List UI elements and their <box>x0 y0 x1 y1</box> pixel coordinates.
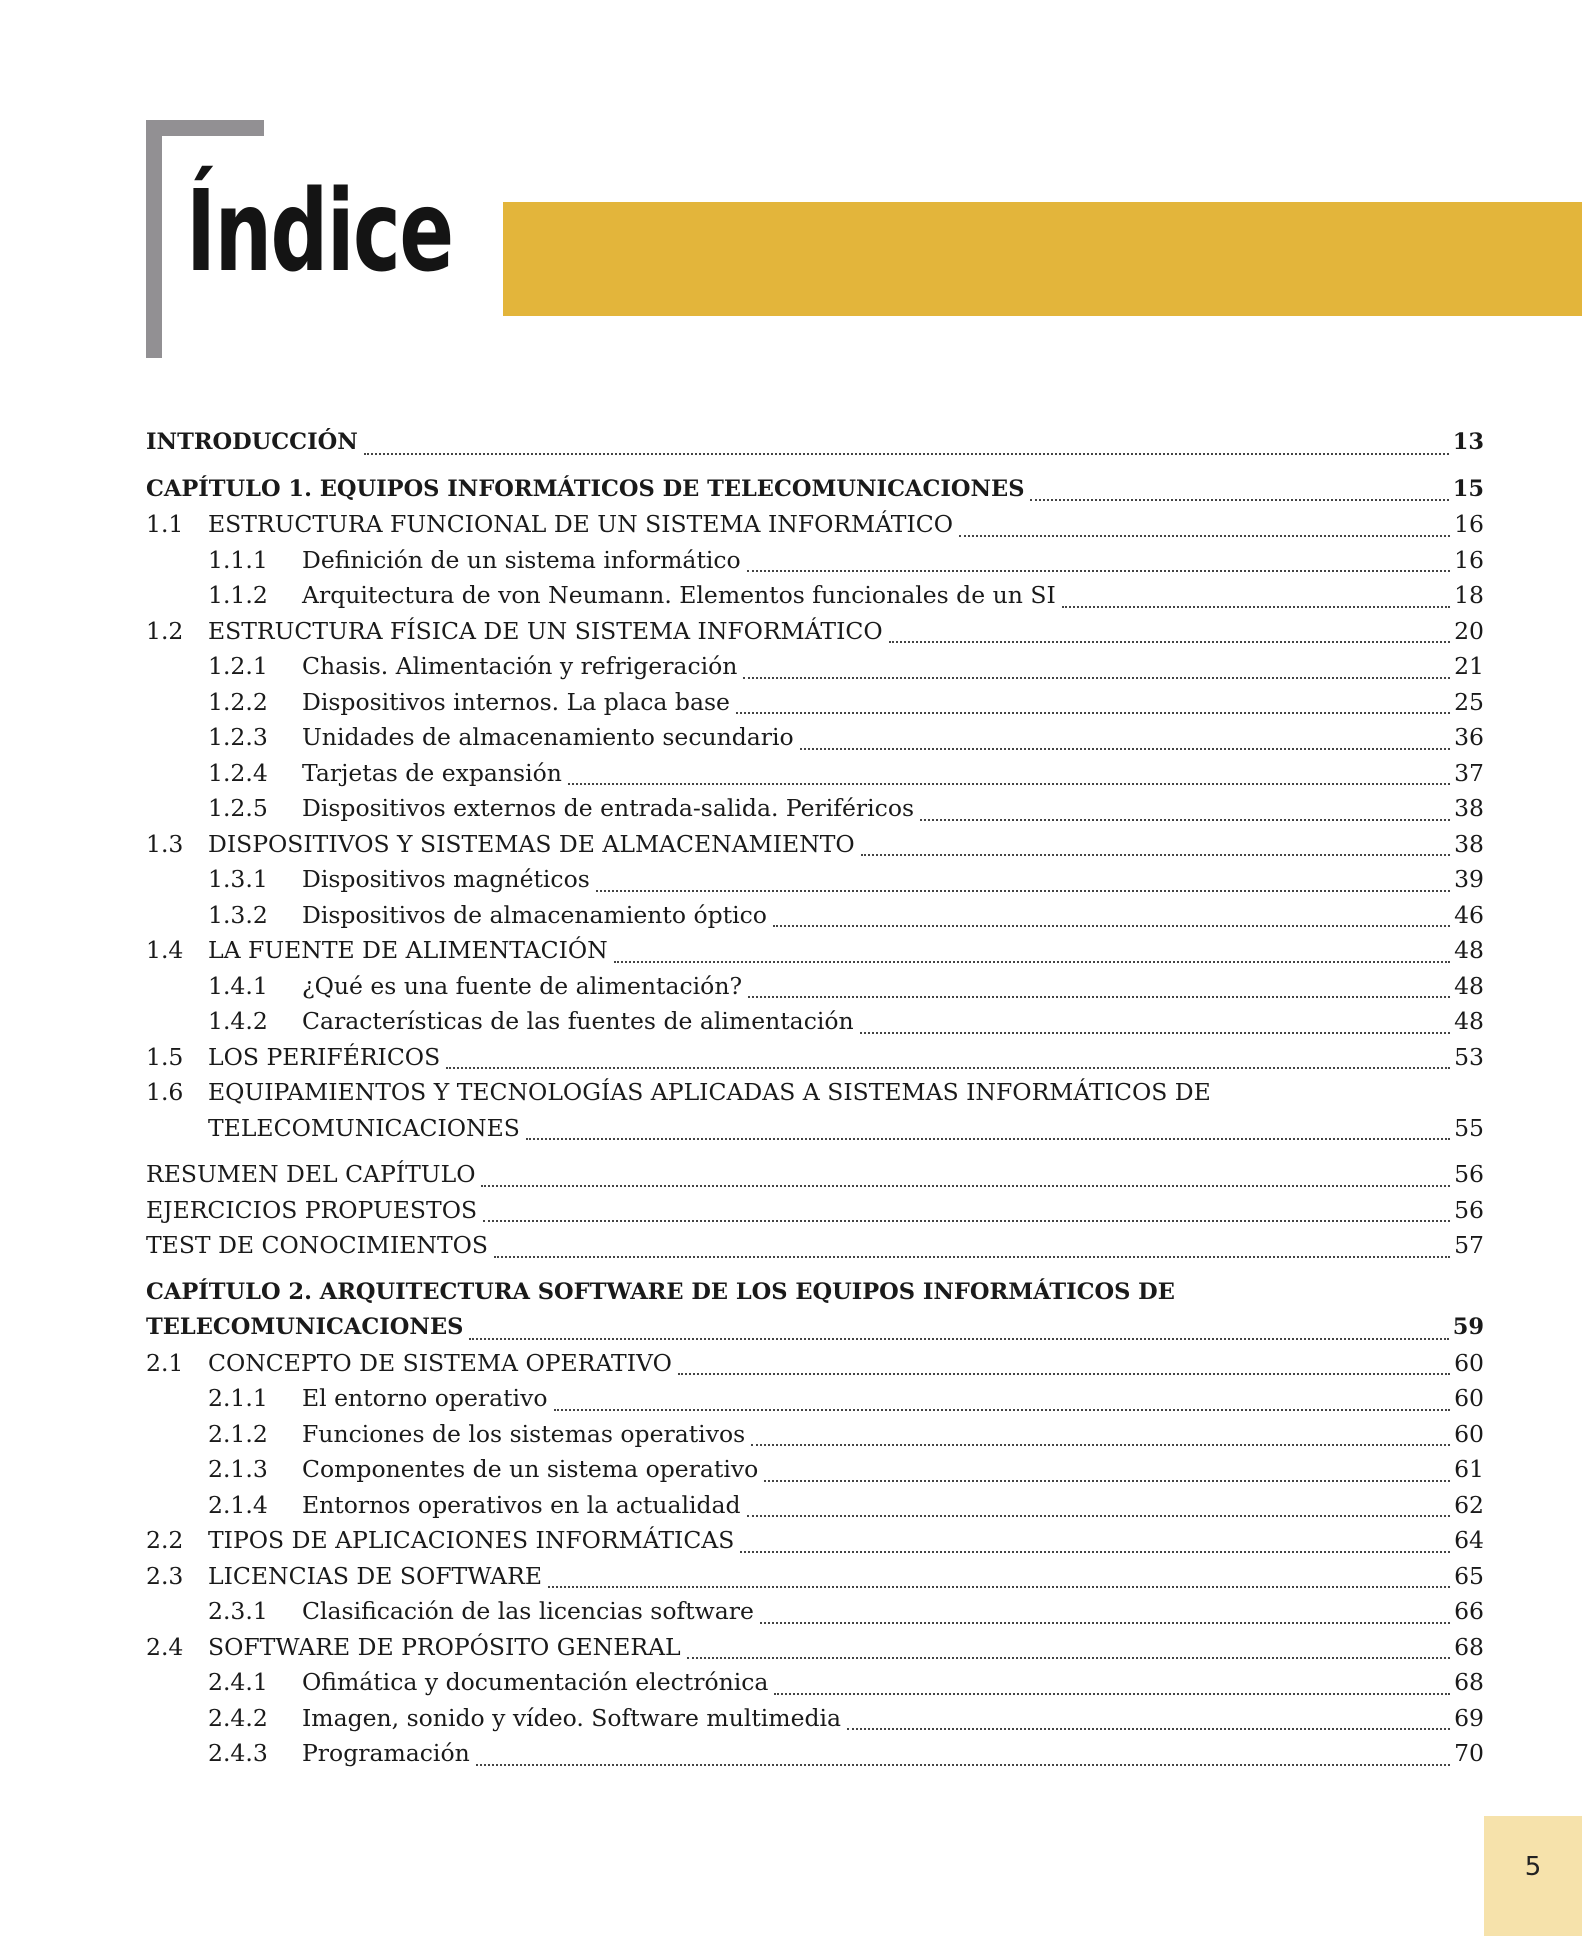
toc-entry-number: 2.4.1 <box>208 1668 268 1696</box>
toc-entry-number: 1.6 <box>146 1078 184 1106</box>
toc-entry-page: 56 <box>1454 1195 1484 1224</box>
toc-dot-leader <box>483 1220 1450 1222</box>
toc-dot-leader <box>526 1138 1450 1140</box>
toc-dot-leader <box>476 1764 1450 1766</box>
toc-entry <box>146 614 1484 650</box>
toc-entry <box>146 1417 1484 1453</box>
toc-entry-title: EQUIPAMIENTOS Y TECNOLOGÍAS APLICADAS A SISTEMAS INFORMÁTICOS DE <box>208 1078 1211 1106</box>
toc-dot-leader <box>548 1586 1450 1588</box>
toc-entry-title: LA FUENTE DE ALIMENTACIÓN <box>208 936 608 964</box>
toc-dot-leader <box>568 783 1450 785</box>
toc-entry-page: 60 <box>1454 1384 1484 1412</box>
toc-entry-number: 2.4.2 <box>208 1703 268 1732</box>
toc-dot-leader <box>1062 606 1450 608</box>
toc-dot-leader <box>469 1338 1448 1340</box>
toc-dot-leader <box>748 996 1450 998</box>
toc-entry-page: 68 <box>1454 1632 1484 1661</box>
toc-entry-page: 39 <box>1454 865 1484 893</box>
toc-dot-leader <box>760 1622 1450 1624</box>
toc-dot-leader <box>751 1444 1450 1446</box>
toc-entry <box>146 1736 1484 1772</box>
header-bracket-top <box>146 120 264 136</box>
toc-entry <box>146 1630 1484 1666</box>
page-number: 5 <box>1524 1852 1542 1882</box>
toc-entry-number: 2.3 <box>146 1561 184 1590</box>
toc-dot-leader <box>740 1551 1450 1553</box>
toc-entry-number: 1.3.2 <box>208 900 268 929</box>
toc-entry-page: 48 <box>1454 1007 1484 1035</box>
toc-entry <box>146 1157 1484 1193</box>
toc-entry-title: Clasificación de las licencias software <box>302 1597 754 1625</box>
toc-entry-page: 46 <box>1454 900 1484 929</box>
header-bracket-left <box>146 120 162 358</box>
toc-entry-page: 38 <box>1454 829 1484 858</box>
toc-entry-title: INTRODUCCIÓN <box>146 429 358 455</box>
toc-entry <box>146 649 1484 685</box>
toc-entry-title: Dispositivos magnéticos <box>302 865 590 893</box>
toc-entry-page: 70 <box>1454 1739 1484 1767</box>
toc-entry <box>146 1701 1484 1737</box>
toc-entry-number: 1.2.4 <box>208 758 268 787</box>
toc-entry <box>146 1346 1484 1382</box>
toc-entry-title: Ofimática y documentación electrónica <box>302 1668 769 1696</box>
toc-entry <box>146 756 1484 792</box>
toc-entry-page: 36 <box>1454 723 1484 751</box>
toc-entry <box>146 1310 1484 1346</box>
toc-entry-title: LICENCIAS DE SOFTWARE <box>208 1561 543 1590</box>
toc-entry-title: Tarjetas de expansión <box>302 758 562 787</box>
toc-dot-leader <box>860 1032 1450 1034</box>
toc-entry-page: 13 <box>1452 429 1484 455</box>
toc-dot-leader <box>494 1256 1450 1258</box>
toc-entry-title: Funciones de los sistemas operativos <box>302 1419 746 1448</box>
toc-dot-leader <box>800 748 1450 750</box>
toc-entry-number: 1.2.2 <box>208 687 268 716</box>
toc-dot-leader <box>554 1409 1451 1411</box>
toc-entry-title: Definición de un sistema informático <box>302 545 741 574</box>
toc-entry-page: 69 <box>1454 1703 1484 1732</box>
toc-entry-title: Programación <box>302 1739 470 1767</box>
toc-entry-number: 2.1.4 <box>208 1490 268 1519</box>
toc-entry-title: ESTRUCTURA FUNCIONAL DE UN SISTEMA INFORMÁTICO <box>208 510 954 538</box>
toc-dot-leader <box>596 890 1450 892</box>
toc-entry <box>146 543 1484 579</box>
toc-entry <box>146 685 1484 721</box>
toc-entry-title: CAPÍTULO 1. EQUIPOS INFORMÁTICOS DE TELECOMUNICACIONES <box>146 475 1025 502</box>
toc-entry-number: 1.4 <box>146 936 184 964</box>
toc-entry-page: 60 <box>1454 1419 1484 1448</box>
toc-entry-title: El entorno operativo <box>302 1384 548 1412</box>
toc-entry-title: Dispositivos internos. La placa base <box>302 687 730 716</box>
toc-entry-page: 25 <box>1454 687 1484 716</box>
toc-entry-page: 16 <box>1454 510 1484 538</box>
toc-dot-leader <box>736 712 1450 714</box>
toc-entry-title: TELECOMUNICACIONES <box>208 1113 520 1142</box>
toc-dot-leader <box>687 1657 1450 1659</box>
toc-entry-page: 62 <box>1454 1490 1484 1519</box>
page-title: Índice <box>186 167 453 297</box>
toc-entry <box>146 1594 1484 1630</box>
toc-entry <box>146 969 1484 1005</box>
toc-entry-number: 1.4.1 <box>208 971 268 1000</box>
toc-dot-leader <box>364 453 1449 455</box>
toc-dot-leader <box>743 677 1450 679</box>
toc-entry <box>146 1075 1484 1111</box>
toc-dot-leader <box>774 1693 1450 1695</box>
toc-dot-leader <box>446 1067 1450 1069</box>
toc-entry-number: 2.3.1 <box>208 1597 268 1625</box>
toc-entry-page: 57 <box>1454 1231 1484 1259</box>
toc-entry-title: SOFTWARE DE PROPÓSITO GENERAL <box>208 1632 681 1661</box>
toc-entry <box>146 791 1484 827</box>
toc-dot-leader <box>861 854 1450 856</box>
toc-entry-title: Componentes de un sistema operativo <box>302 1455 759 1483</box>
toc-entry-title: CAPÍTULO 2. ARQUITECTURA SOFTWARE DE LOS EQUIPOS INFORMÁTICOS DE <box>146 1278 1175 1305</box>
toc-entry-title: LOS PERIFÉRICOS <box>208 1042 441 1071</box>
toc-entry <box>146 1111 1484 1147</box>
toc-entry-title: ESTRUCTURA FÍSICA DE UN SISTEMA INFORMÁTICO <box>208 616 883 645</box>
toc-entry-number: 1.3 <box>146 829 184 858</box>
table-of-contents <box>146 425 1484 1772</box>
toc-entry-page: 56 <box>1454 1160 1484 1188</box>
toc-entry-number: 1.2 <box>146 616 184 645</box>
toc-entry <box>146 1665 1484 1701</box>
toc-entry-page: 21 <box>1454 652 1484 680</box>
toc-entry-title: Dispositivos externos de entrada-salida. Periféricos <box>302 794 915 822</box>
toc-entry-page: 61 <box>1454 1455 1484 1483</box>
toc-entry-number: 2.1 <box>146 1348 184 1377</box>
toc-entry-number: 2.2 <box>146 1526 184 1554</box>
toc-entry-number: 1.2.1 <box>208 652 268 680</box>
toc-entry-number: 2.4 <box>146 1632 184 1661</box>
toc-dot-leader <box>773 925 1450 927</box>
toc-entry <box>146 1381 1484 1417</box>
toc-entry-number: 2.4.3 <box>208 1739 268 1767</box>
toc-entry-title: Características de las fuentes de alimentación <box>302 1007 854 1035</box>
toc-entry-number: 1.3.1 <box>208 865 268 893</box>
toc-entry <box>146 1559 1484 1595</box>
toc-entry-title: TEST DE CONOCIMIENTOS <box>146 1231 488 1259</box>
toc-entry-title: ¿Qué es una fuente de alimentación? <box>302 971 743 1000</box>
toc-entry-title: Arquitectura de von Neumann. Elementos funcionales de un SI <box>302 581 1056 609</box>
toc-dot-leader <box>920 819 1450 821</box>
toc-entry-page: 48 <box>1454 936 1484 964</box>
toc-entry <box>146 1523 1484 1559</box>
title-accent-bar <box>503 202 1582 316</box>
toc-entry-number: 1.2.3 <box>208 723 268 751</box>
toc-entry-number: 1.1.1 <box>208 545 268 574</box>
toc-entry-number: 2.1.2 <box>208 1419 268 1448</box>
toc-entry-title: Imagen, sonido y vídeo. Software multimedia <box>302 1703 842 1732</box>
toc-entry <box>146 472 1484 508</box>
toc-entry-title: EJERCICIOS PROPUESTOS <box>146 1195 478 1224</box>
toc-entry-title: Chasis. Alimentación y refrigeración <box>302 652 738 680</box>
toc-entry-page: 37 <box>1454 758 1484 787</box>
toc-entry-page: 15 <box>1452 475 1484 502</box>
toc-entry <box>146 862 1484 898</box>
toc-entry-page: 48 <box>1454 971 1484 1000</box>
toc-entry-page: 60 <box>1454 1348 1484 1377</box>
toc-entry <box>146 898 1484 934</box>
toc-entry <box>146 507 1484 543</box>
toc-entry-number: 1.1 <box>146 510 184 538</box>
page-number-box <box>1484 1816 1582 1936</box>
toc-dot-leader <box>747 570 1450 572</box>
toc-entry <box>146 1193 1484 1229</box>
toc-entry <box>146 933 1484 969</box>
toc-entry-number: 1.2.5 <box>208 794 268 822</box>
toc-entry-number: 2.1.1 <box>208 1384 268 1412</box>
toc-entry <box>146 1275 1484 1311</box>
toc-entry <box>146 578 1484 614</box>
toc-entry <box>146 1488 1484 1524</box>
toc-entry-page: 20 <box>1454 616 1484 645</box>
toc-entry <box>146 1004 1484 1040</box>
toc-entry-number: 2.1.3 <box>208 1455 268 1483</box>
toc-dot-leader <box>678 1373 1450 1375</box>
toc-entry-title: DISPOSITIVOS Y SISTEMAS DE ALMACENAMIENTO <box>208 829 855 858</box>
toc-dot-leader <box>481 1185 1450 1187</box>
toc-entry-page: 18 <box>1454 581 1484 609</box>
toc-entry-page: 55 <box>1454 1113 1484 1142</box>
toc-entry-title: RESUMEN DEL CAPÍTULO <box>146 1160 476 1188</box>
toc-entry-page: 38 <box>1454 794 1484 822</box>
toc-dot-leader <box>1030 499 1448 501</box>
toc-entry <box>146 720 1484 756</box>
toc-entry-number: 1.5 <box>146 1042 184 1071</box>
toc-entry <box>146 425 1484 461</box>
toc-entry-title: Unidades de almacenamiento secundario <box>302 723 794 751</box>
toc-entry <box>146 1040 1484 1076</box>
toc-entry-page: 16 <box>1454 545 1484 574</box>
toc-entry-title: Entornos operativos en la actualidad <box>302 1490 741 1519</box>
toc-entry-page: 64 <box>1454 1526 1484 1554</box>
toc-entry-page: 68 <box>1454 1668 1484 1696</box>
toc-entry-page: 53 <box>1454 1042 1484 1071</box>
toc-entry-title: Dispositivos de almacenamiento óptico <box>302 900 767 929</box>
toc-entry-title: TELECOMUNICACIONES <box>146 1314 464 1340</box>
toc-entry <box>146 1452 1484 1488</box>
toc-dot-leader <box>847 1728 1450 1730</box>
toc-entry-page: 59 <box>1452 1314 1484 1340</box>
toc-entry-title: CONCEPTO DE SISTEMA OPERATIVO <box>208 1348 672 1377</box>
toc-entry-number: 1.1.2 <box>208 581 268 609</box>
toc-entry <box>146 827 1484 863</box>
toc-entry-title: TIPOS DE APLICACIONES INFORMÁTICAS <box>208 1526 735 1554</box>
toc-dot-leader <box>764 1480 1450 1482</box>
toc-entry-page: 66 <box>1454 1597 1484 1625</box>
toc-dot-leader <box>959 535 1450 537</box>
toc-dot-leader <box>614 961 1450 963</box>
toc-dot-leader <box>889 641 1451 643</box>
toc-entry-number: 1.4.2 <box>208 1007 268 1035</box>
toc-entry <box>146 1228 1484 1264</box>
toc-dot-leader <box>747 1515 1451 1517</box>
toc-entry-page: 65 <box>1454 1561 1484 1590</box>
